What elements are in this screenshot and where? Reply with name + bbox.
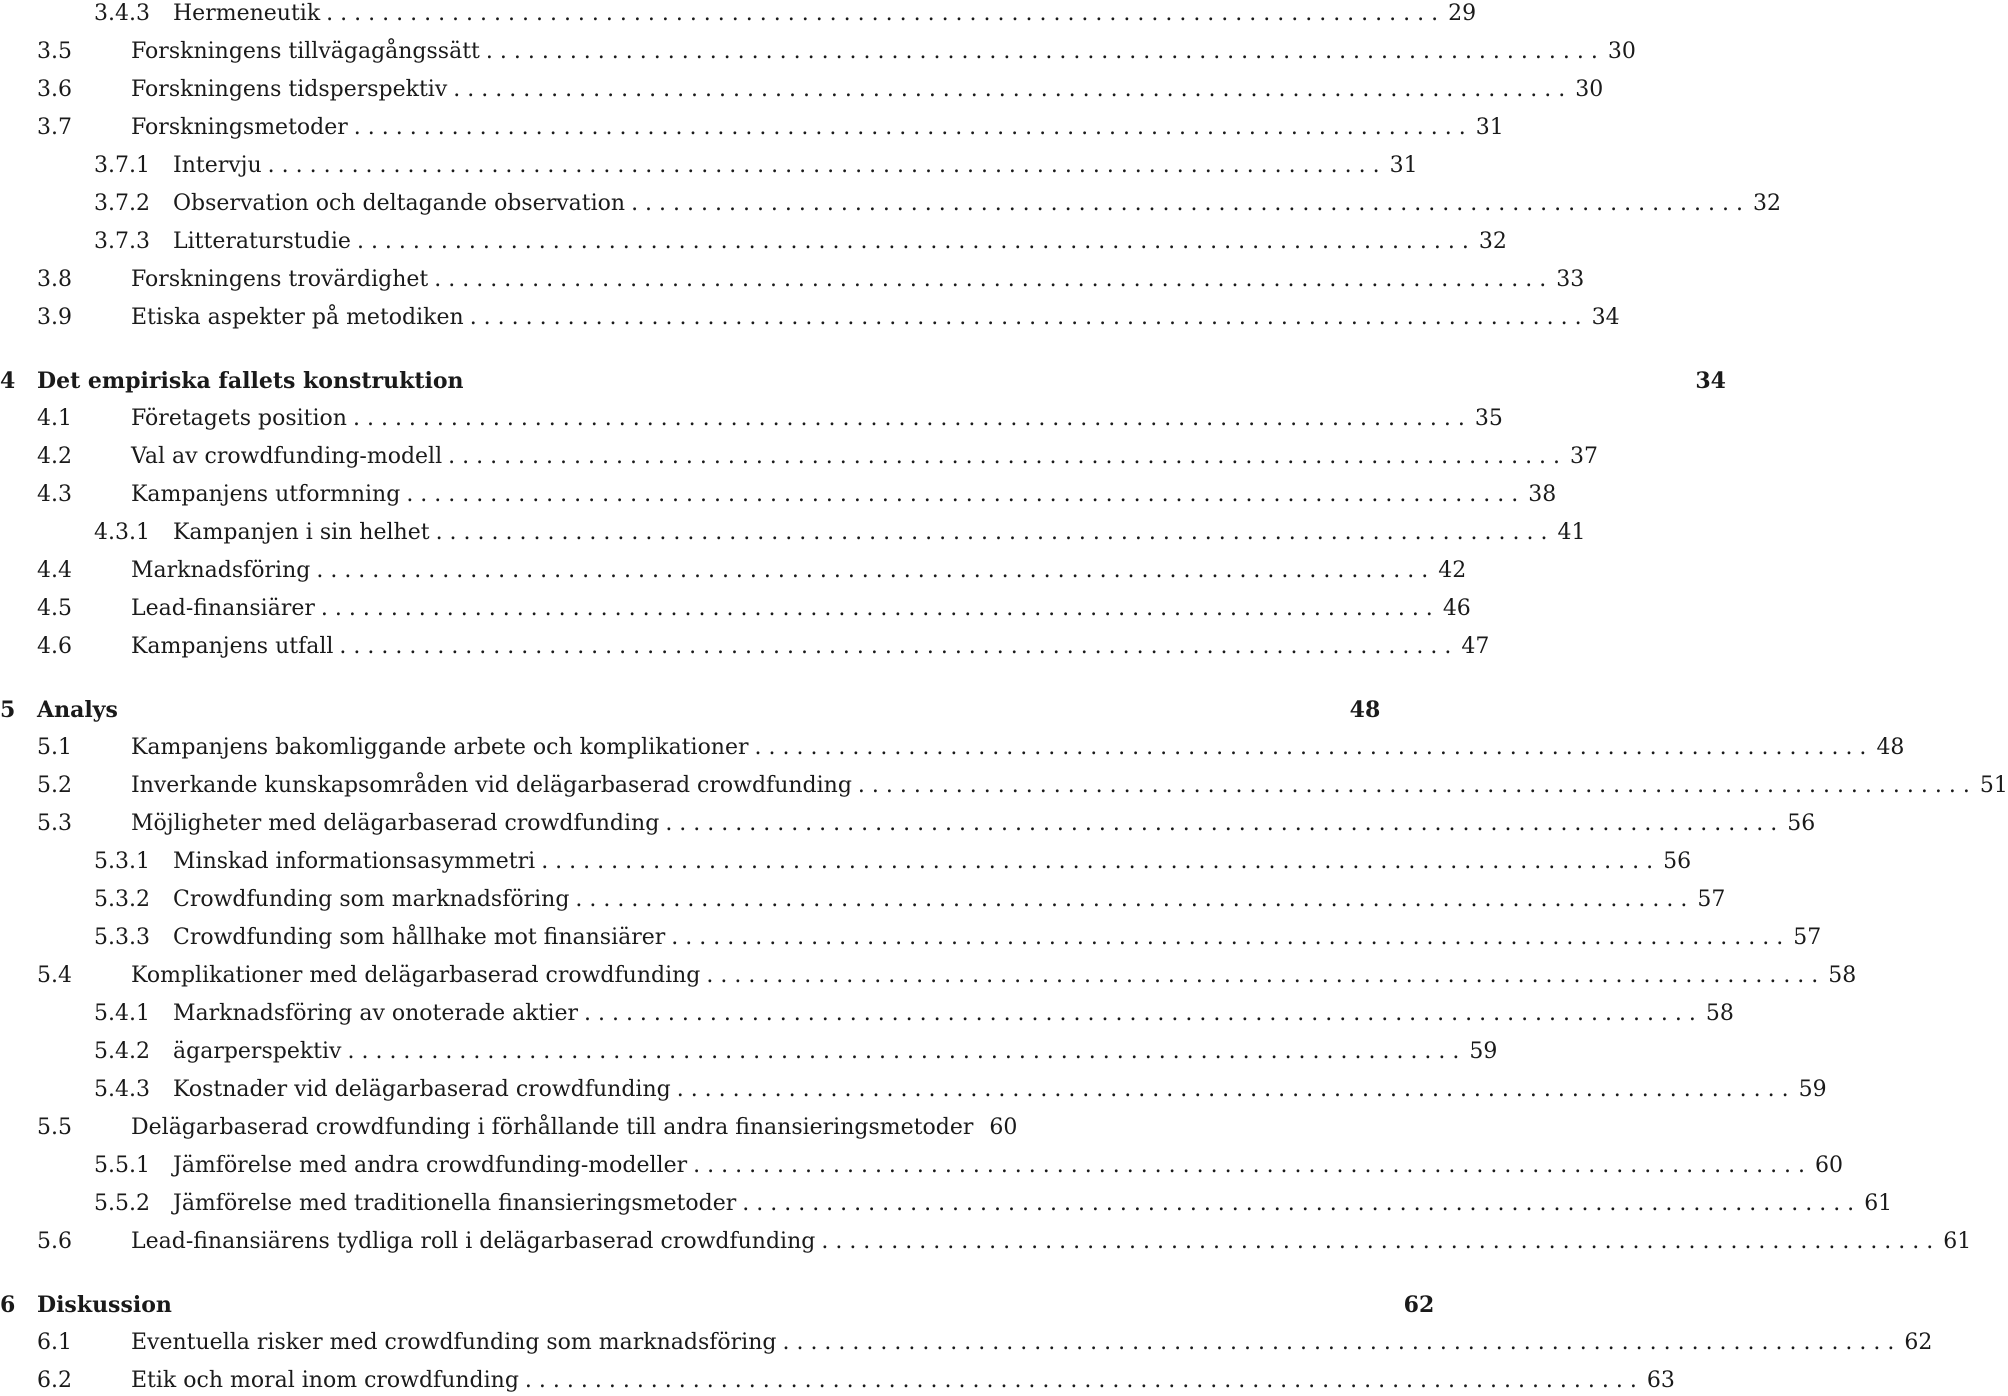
- toc-entry-number: 5.5.2: [94, 1191, 150, 1216]
- toc-entry-number: 5.5.1: [94, 1153, 150, 1178]
- toc-entry[interactable]: [0, 1328, 1933, 1358]
- toc-entry-title: Komplikationer med delägarbaserad crowdfunding: [131, 963, 701, 988]
- toc-entry-number: 4.6: [37, 634, 72, 659]
- toc-entry-title: Litteraturstudie: [173, 229, 351, 254]
- toc-entry[interactable]: [0, 1366, 1675, 1396]
- toc-entry-title: Intervju: [173, 153, 262, 178]
- toc-entry-title: Forskningsmetoder: [131, 115, 348, 140]
- toc-entry-title: Kampanjens bakomliggande arbete och komplikationer: [131, 735, 749, 760]
- toc-entry-title: Diskussion: [37, 1292, 172, 1318]
- toc-entry[interactable]: [0, 113, 1504, 143]
- toc-dot-leader: . . . . . . . . . . . . . . . . . . . . . . . . . . . . . . . . . . . . . . . . . . . . . . . . . . . . . . . . . . . . . . . . . . . . . . . . . . . . . . . .: [435, 520, 1548, 545]
- toc-entry-page-number: 51: [1979, 773, 2008, 798]
- toc-entry-title: Forskningens tillvägagångssätt: [131, 39, 480, 64]
- toc-entry-page-number: 59: [1798, 1077, 1827, 1102]
- toc-dot-leader: . . . . . . . . . . . . . . . . . . . . . . . . . . . . . . . . . . . . . . . . . . . . . . . . . . . . . . . . . . . . . . . . . . . . . . . . . . . . . . . .: [347, 1039, 1460, 1064]
- toc-entry-title: Inverkande kunskapsområden vid delägarbaserad crowdfunding: [131, 773, 852, 798]
- toc-entry-title: Forskningens tidsperspektiv: [131, 77, 448, 102]
- toc-entry[interactable]: [0, 999, 1734, 1029]
- toc-dot-leader: . . . . . . . . . . . . . . . . . . . . . . . . . . . . . . . . . . . . . . . . . . . . . . . . . . . . . . . . . . . . . . . . . . . . . . . . . . . . . . . .: [524, 1368, 1637, 1393]
- toc-entry-title: Kampanjens utformning: [131, 482, 401, 507]
- toc-entry-number: 5.4.1: [94, 1001, 150, 1026]
- toc-entry-page-number: 30: [1607, 39, 1636, 64]
- toc-entry-number: 5.1: [37, 735, 72, 760]
- toc-entry-number: 3.6: [37, 77, 72, 102]
- toc-entry-title: ägarperspektiv: [173, 1039, 342, 1064]
- toc-entry-page-number: 61: [1864, 1191, 1893, 1216]
- toc-entry-number: 4.3.1: [94, 520, 150, 545]
- toc-entry-page-number: 31: [1475, 115, 1504, 140]
- toc-dot-leader: . . . . . . . . . . . . . . . . . . . . . . . . . . . . . . . . . . . . . . . . . . . . . . . . . . . . . . . . . . . . . . . . . . . . . . . . . . . . . . . .: [485, 39, 1598, 64]
- toc-entry-page-number: 63: [1646, 1368, 1675, 1393]
- toc-entry-number: 5.4.3: [94, 1077, 150, 1102]
- toc-entry-page-number: 29: [1448, 1, 1477, 26]
- toc-entry-title: Kostnader vid delägarbaserad crowdfunding: [173, 1077, 671, 1102]
- toc-dot-leader: . . . . . . . . . . . . . . . . . . . . . . . . . . . . . . . . . . . . . . . . . . . . . . . . . . . . . . . . . . . . . . . . . . . . . . . . . . . . . . . .: [267, 153, 1380, 178]
- toc-entry-title: Marknadsföring: [131, 558, 311, 583]
- toc-dot-leader: . . . . . . . . . . . . . . . . . . . . . . . . . . . . . . . . . . . . . . . . . . . . . . . . . . . . . . . . . . . . . . . . . . . . . . . . . . . . . . . .: [356, 229, 1469, 254]
- toc-entry-title: Forskningens trovärdighet: [131, 267, 429, 292]
- toc-entry-number: 4.3: [37, 482, 72, 507]
- toc-entry[interactable]: [0, 480, 1557, 510]
- toc-entry[interactable]: [0, 518, 1586, 548]
- toc-entry[interactable]: [0, 1037, 1498, 1067]
- toc-chapter-entry[interactable]: [0, 695, 1381, 725]
- toc-entry[interactable]: [0, 771, 2008, 801]
- toc-entry-page-number: 59: [1469, 1039, 1498, 1064]
- toc-entry-number: 5.3: [37, 811, 72, 836]
- toc-dot-leader: . . . . . . . . . . . . . . . . . . . . . . . . . . . . . . . . . . . . . . . . . . . . . . . . . . . . . . . . . . . . . . . . . . . . . . . . . . . . . . . .: [676, 1077, 1789, 1102]
- toc-entry[interactable]: [0, 37, 1636, 67]
- toc-entry[interactable]: [0, 227, 1507, 257]
- toc-entry-page-number: 60: [989, 1115, 1018, 1140]
- toc-entry-number: 3.7.1: [94, 153, 150, 178]
- toc-entry-title: Delägarbaserad crowdfunding i förhållande till andra finansieringsmetoder: [131, 1115, 974, 1140]
- toc-entry-title: Eventuella risker med crowdfunding som marknadsföring: [131, 1330, 777, 1355]
- toc-entry-page-number: 57: [1697, 887, 1726, 912]
- toc-dot-leader: . . . . . . . . . . . . . . . . . . . . . . . . . . . . . . . . . . . . . . . . . . . . . . . . . . . . . . . . . . . . . . . . . . . . . . . . . . . . . . . .: [821, 1229, 1934, 1254]
- toc-entry-page-number: 58: [1705, 1001, 1734, 1026]
- toc-entry-number: 3.8: [37, 267, 72, 292]
- toc-entry-number: 4.4: [37, 558, 72, 583]
- toc-entry[interactable]: [0, 809, 1816, 839]
- toc-dot-leader: . . . . . . . . . . . . . . . . . . . . . . . . . . . . . . . . . . . . . . . . . . . . . . . . . . . . . . . . . . . . . . . . . . . . . . . . . . . . . . . .: [575, 887, 1688, 912]
- toc-entry-title: Det empiriska fallets konstruktion: [37, 368, 464, 394]
- toc-entry[interactable]: [0, 733, 1905, 763]
- toc-entry-page-number: 34: [1695, 368, 1726, 394]
- toc-dot-leader: . . . . . . . . . . . . . . . . . . . . . . . . . . . . . . . . . . . . . . . . . . . . . . . . . . . . . . . . . . . . . . . . . . . . . . . . . . . . . . . .: [453, 77, 1566, 102]
- toc-entry-number: 5.6: [37, 1229, 72, 1254]
- toc-entry-title: Lead-finansiärer: [131, 596, 315, 621]
- toc-entry-page-number: 56: [1663, 849, 1692, 874]
- toc-entry[interactable]: [0, 632, 1490, 662]
- toc-entry-title: Val av crowdfunding-modell: [131, 444, 443, 469]
- toc-entry-title: Etiska aspekter på metodiken: [131, 305, 464, 330]
- toc-entry[interactable]: [0, 961, 1857, 991]
- toc-entry-page-number: 32: [1478, 229, 1507, 254]
- toc-entry[interactable]: [0, 923, 1822, 953]
- toc-entry-number: 3.7.3: [94, 229, 150, 254]
- toc-dot-leader: . . . . . . . . . . . . . . . . . . . . . . . . . . . . . . . . . . . . . . . . . . . . . . . . . . . . . . . . . . . . . . . . . . . . . . . . . . . . . . . .: [448, 444, 1561, 469]
- toc-entry-page-number: 56: [1787, 811, 1816, 836]
- toc-entry[interactable]: [0, 303, 1620, 333]
- toc-dot-leader: . . . . . . . . . . . . . . . . . . . . . . . . . . . . . . . . . . . . . . . . . . . . . . . . . . . . . . . . . . . . . . . . . . . . . . . . . . . . . . . .: [316, 558, 1429, 583]
- toc-entry-page-number: 42: [1438, 558, 1467, 583]
- toc-entry-page-number: 48: [1876, 735, 1905, 760]
- toc-entry-title: Hermeneutik: [173, 1, 321, 26]
- toc-entry[interactable]: [0, 0, 1477, 29]
- toc-entry-page-number: 60: [1815, 1153, 1844, 1178]
- toc-entry-page-number: 34: [1591, 305, 1620, 330]
- toc-dot-leader: . . . . . . . . . . . . . . . . . . . . . . . . . . . . . . . . . . . . . . . . . . . . . . . . . . . . . . . . . . . . . . . . . . . . . . . . . . . . . . . .: [671, 925, 1784, 950]
- toc-dot-leader: . . . . . . . . . . . . . . . . . . . . . . . . . . . . . . . . . . . . . . . . . . . . . . . . . . . . . . . . . . . . . . . . . . . . . . . . . . . . . . . .: [583, 1001, 1696, 1026]
- toc-entry-page-number: 41: [1557, 520, 1586, 545]
- toc-dot-leader: . . . . . . . . . . . . . . . . . . . . . . . . . . . . . . . . . . . . . . . . . . . . . . . . . . . . . . . . . . . . . . . . . . . . . . . . . . . . . . . .: [469, 305, 1582, 330]
- toc-entry-page-number: 48: [1349, 697, 1381, 723]
- toc-entry-number: 6: [0, 1292, 16, 1318]
- toc-entry[interactable]: [0, 1113, 1018, 1143]
- toc-entry[interactable]: [0, 1227, 1972, 1257]
- toc-entry-title: Företagets position: [131, 406, 347, 431]
- toc-dot-leader: . . . . . . . . . . . . . . . . . . . . . . . . . . . . . . . . . . . . . . . . . . . . . . . . . . . . . . . . . . . . . . . . . . . . . . . . . . . . . . . .: [320, 596, 1433, 621]
- toc-entry-number: 5.3.3: [94, 925, 150, 950]
- toc-chapter-entry[interactable]: [0, 366, 1726, 396]
- toc-entry-number: 3.9: [37, 305, 72, 330]
- toc-entry-page-number: 31: [1389, 153, 1418, 178]
- toc-entry-page-number: 62: [1904, 1330, 1933, 1355]
- toc-entry-number: 4.5: [37, 596, 72, 621]
- toc-dot-leader: . . . . . . . . . . . . . . . . . . . . . . . . . . . . . . . . . . . . . . . . . . . . . . . . . . . . . . . . . . . . . . . . . . . . . . . . . . . . . . . .: [742, 1191, 1855, 1216]
- toc-entry-page-number: 61: [1943, 1229, 1972, 1254]
- toc-entry[interactable]: [0, 75, 1604, 105]
- toc-dot-leader: . . . . . . . . . . . . . . . . . . . . . . . . . . . . . . . . . . . . . . . . . . . . . . . . . . . . . . . . . . . . . . . . . . . . . . . . . . . . . . . .: [326, 1, 1439, 26]
- toc-dot-leader: . . . . . . . . . . . . . . . . . . . . . . . . . . . . . . . . . . . . . . . . . . . . . . . . . . . . . . . . . . . . . . . . . . . . . . . . . . . . . . . .: [631, 191, 1743, 216]
- toc-entry-number: 5: [0, 697, 16, 723]
- toc-entry-number: 5.4.2: [94, 1039, 150, 1064]
- toc-entry-title: Crowdfunding som hållhake mot finansiärer: [173, 925, 666, 950]
- toc-entry-number: 3.4.3: [94, 1, 150, 26]
- toc-entry[interactable]: [0, 1075, 1827, 1105]
- toc-entry-page-number: 62: [1403, 1292, 1435, 1318]
- toc-entry[interactable]: [0, 265, 1585, 295]
- toc-entry-page-number: 32: [1752, 191, 1781, 216]
- toc-entry-title: Lead-finansiärens tydliga roll i delägarbaserad crowdfunding: [131, 1229, 816, 1254]
- toc-entry[interactable]: [0, 442, 1599, 472]
- toc-entry[interactable]: [0, 1151, 1844, 1181]
- toc-dot-leader: . . . . . . . . . . . . . . . . . . . . . . . . . . . . . . . . . . . . . . . . . . . . . . . . . . . . . . . . . . . . . . . . . . . . . . . . . . . . . . . .: [541, 849, 1654, 874]
- toc-entry-page-number: 30: [1575, 77, 1604, 102]
- toc-entry-number: 6.2: [37, 1368, 72, 1393]
- toc-entry-number: 3.7.2: [94, 191, 150, 216]
- toc-dot-leader: . . . . . . . . . . . . . . . . . . . . . . . . . . . . . . . . . . . . . . . . . . . . . . . . . . . . . . . . . . . . . . . . . . . . . . . . . . . . . . . .: [434, 267, 1547, 292]
- toc-entry-title: Marknadsföring av onoterade aktier: [173, 1001, 578, 1026]
- toc-entry-title: Kampanjen i sin helhet: [173, 520, 430, 545]
- toc-dot-leader: . . . . . . . . . . . . . . . . . . . . . . . . . . . . . . . . . . . . . . . . . . . . . . . . . . . . . . . . . . . . . . . . . . . . . . . . . . . . . . . .: [353, 115, 1466, 140]
- toc-dot-leader: . . . . . . . . . . . . . . . . . . . . . . . . . . . . . . . . . . . . . . . . . . . . . . . . . . . . . . . . . . . . . . . . . . . . . . . . . . . . . . . .: [339, 634, 1452, 659]
- toc-entry[interactable]: [0, 885, 1726, 915]
- toc-entry-title: Etik och moral inom crowdfunding: [131, 1368, 519, 1393]
- toc-dot-leader: . . . . . . . . . . . . . . . . . . . . . . . . . . . . . . . . . . . . . . . . . . . . . . . . . . . . . . . . . . . . . . . . . . . . . . . . . . . . . . . .: [754, 735, 1867, 760]
- toc-entry[interactable]: [0, 189, 1781, 219]
- toc-entry-page-number: 57: [1793, 925, 1822, 950]
- toc-entry-title: Observation och deltagande observation: [173, 191, 626, 216]
- toc-dot-leader: . . . . . . . . . . . . . . . . . . . . . . . . . . . . . . . . . . . . . . . . . . . . . . . . . . . . . . . . . . . . . . . . . . . . . . . . . . . . . . . .: [782, 1330, 1895, 1355]
- toc-entry-number: 3.5: [37, 39, 72, 64]
- toc-entry-number: 4.2: [37, 444, 72, 469]
- toc-entry-number: 4.1: [37, 406, 72, 431]
- toc-entry-title: Analys: [37, 697, 118, 723]
- toc-entry-title: Jämförelse med traditionella finansieringsmetoder: [173, 1191, 737, 1216]
- toc-dot-leader: . . . . . . . . . . . . . . . . . . . . . . . . . . . . . . . . . . . . . . . . . . . . . . . . . . . . . . . . . . . . . . . . . . . . . . . . . . . . . . . .: [665, 811, 1778, 836]
- toc-entry-page-number: 35: [1474, 406, 1503, 431]
- toc-dot-leader: . . . . . . . . . . . . . . . . . . . . . . . . . . . . . . . . . . . . . . . . . . . . . . . . . . . . . . . . . . . . . . . . . . . . . . . . . . . . . . . .: [693, 1153, 1806, 1178]
- toc-entry[interactable]: [0, 151, 1418, 181]
- toc-entry[interactable]: [0, 594, 1471, 624]
- toc-entry-number: 6.1: [37, 1330, 72, 1355]
- toc-entry-page-number: 37: [1570, 444, 1599, 469]
- toc-entry-page-number: 58: [1828, 963, 1857, 988]
- toc-entry-page-number: 33: [1556, 267, 1585, 292]
- toc-entry-number: 5.2: [37, 773, 72, 798]
- toc-entry-title: Möjligheter med delägarbaserad crowdfunding: [131, 811, 660, 836]
- toc-chapter-entry[interactable]: [0, 1290, 1435, 1320]
- toc-entry-page-number: 38: [1528, 482, 1557, 507]
- toc-entry-number: 5.3.2: [94, 887, 150, 912]
- toc-entry[interactable]: [0, 556, 1467, 586]
- toc-entry-page-number: 46: [1442, 596, 1471, 621]
- toc-entry-title: Jämförelse med andra crowdfunding-modeller: [173, 1153, 688, 1178]
- toc-entry-number: 5.3.1: [94, 849, 150, 874]
- toc-entry-number: 5.5: [37, 1115, 72, 1140]
- toc-entry[interactable]: [0, 1189, 1893, 1219]
- toc-entry[interactable]: [0, 847, 1692, 877]
- toc-entry-number: 5.4: [37, 963, 72, 988]
- toc-dot-leader: . . . . . . . . . . . . . . . . . . . . . . . . . . . . . . . . . . . . . . . . . . . . . . . . . . . . . . . . . . . . . . . . . . . . . . . . . . . . . . . .: [352, 406, 1465, 431]
- toc-entry[interactable]: [0, 404, 1503, 434]
- toc-dot-leader: . . . . . . . . . . . . . . . . . . . . . . . . . . . . . . . . . . . . . . . . . . . . . . . . . . . . . . . . . . . . . . . . . . . . . . . . . . . . . . . .: [857, 773, 1970, 798]
- toc-dot-leader: . . . . . . . . . . . . . . . . . . . . . . . . . . . . . . . . . . . . . . . . . . . . . . . . . . . . . . . . . . . . . . . . . . . . . . . . . . . . . . . .: [406, 482, 1519, 507]
- toc-entry-title: Minskad informationsasymmetri: [173, 849, 536, 874]
- toc-entry-page-number: 47: [1461, 634, 1490, 659]
- toc-entry-title: Kampanjens utfall: [131, 634, 334, 659]
- toc-entry-number: 4: [0, 368, 16, 394]
- toc-entry-title: Crowdfunding som marknadsföring: [173, 887, 570, 912]
- toc-dot-leader: . . . . . . . . . . . . . . . . . . . . . . . . . . . . . . . . . . . . . . . . . . . . . . . . . . . . . . . . . . . . . . . . . . . . . . . . . . . . . . . .: [706, 963, 1819, 988]
- toc-entry-number: 3.7: [37, 115, 72, 140]
